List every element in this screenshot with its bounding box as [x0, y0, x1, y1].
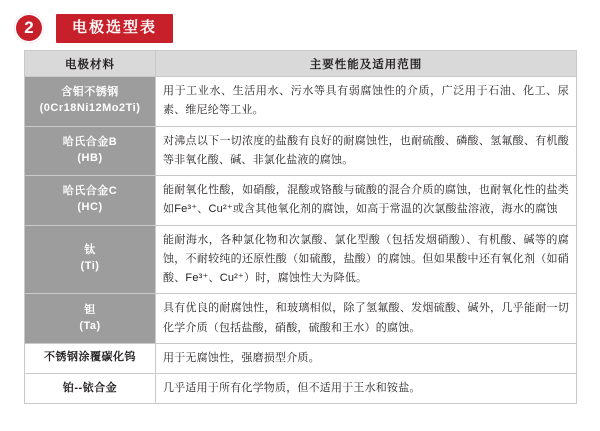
column-header-material: 电极材料 [25, 51, 156, 77]
material-name-line2: (Ta) [79, 319, 101, 332]
page-title: 电极选型表 [56, 14, 173, 43]
table-header [25, 51, 577, 77]
cell-description: 能耐氧化性酸，如硝酸，混酸或铬酸与硫酸的混合介质的腐蚀，也耐氧化性的盐类如Fe³⁺、Cu²⁺或含其他氧化剂的腐蚀，如高于常温的次氯酸盐溶液，海水的腐蚀 [156, 176, 577, 226]
column-header-performance: 主要性能及适用范围 [156, 51, 577, 77]
table-container [0, 44, 600, 404]
material-name-line1: 哈氏合金B [62, 135, 118, 148]
material-name-line2: (HC) [77, 201, 103, 214]
cell-description: 具有优良的耐腐蚀性，和玻璃相似，除了氢氟酸、发烟硫酸、碱外，几乎能耐一切化学介质（包括盐酸，硝酸，硫酸和王水）的腐蚀。 [156, 294, 577, 344]
material-name-line1: 含钼不锈钢 [61, 86, 119, 99]
cell-material [25, 225, 156, 294]
table-header-row [25, 51, 577, 77]
table-row [25, 343, 577, 373]
cell-description: 用于无腐蚀性，强磨损型介质。 [156, 343, 577, 373]
section-number-badge: 2 [14, 13, 44, 43]
cell-material [25, 176, 156, 226]
electrode-selection-table [24, 50, 577, 404]
cell-description: 用于工业水、生活用水、污水等具有弱腐蚀性的介质，广泛用于石油、化工、尿素、维尼纶等工业。 [156, 77, 577, 127]
material-name-line1: 钽 [84, 303, 96, 316]
table-row [25, 374, 577, 404]
table-row [25, 294, 577, 344]
material-name-line2: (HB) [77, 151, 103, 164]
material-name-line1: 不锈钢涂覆碳化钨 [44, 351, 136, 364]
table-row [25, 126, 577, 176]
cell-material [25, 294, 156, 344]
material-name-line1: 铂--铱合金 [62, 381, 118, 394]
table-row [25, 176, 577, 226]
cell-material [25, 374, 156, 404]
table-body [25, 77, 577, 404]
cell-description: 几乎适用于所有化学物质，但不适用于王水和铵盐。 [156, 374, 577, 404]
cell-material [25, 77, 156, 127]
page-header [0, 0, 600, 44]
material-name-line2: (0Cr18Ni12Mo2Ti) [39, 102, 141, 115]
cell-description: 对沸点以下一切浓度的盐酸有良好的耐腐蚀性，也耐硫酸、磷酸、氢氟酸、有机酸等非氧化酸、碱、非氯化盐液的腐蚀。 [156, 126, 577, 176]
material-name-line2: (Ti) [80, 260, 100, 273]
material-name-line1: 哈氏合金C [62, 185, 118, 198]
material-name-line1: 钛 [84, 244, 96, 257]
cell-description: 能耐海水，各种氯化物和次氯酸、氯化型酸（包括发烟硝酸）、有机酸、碱等的腐蚀，不耐较纯的还原性酸（如硫酸，盐酸）的腐蚀。但如果酸中还有氧化剂（如硝酸、Fe³⁺、Cu²⁺）时，腐蚀性大为降低。 [156, 225, 577, 294]
table-row [25, 225, 577, 294]
cell-material [25, 343, 156, 373]
table-row [25, 77, 577, 127]
cell-material [25, 126, 156, 176]
